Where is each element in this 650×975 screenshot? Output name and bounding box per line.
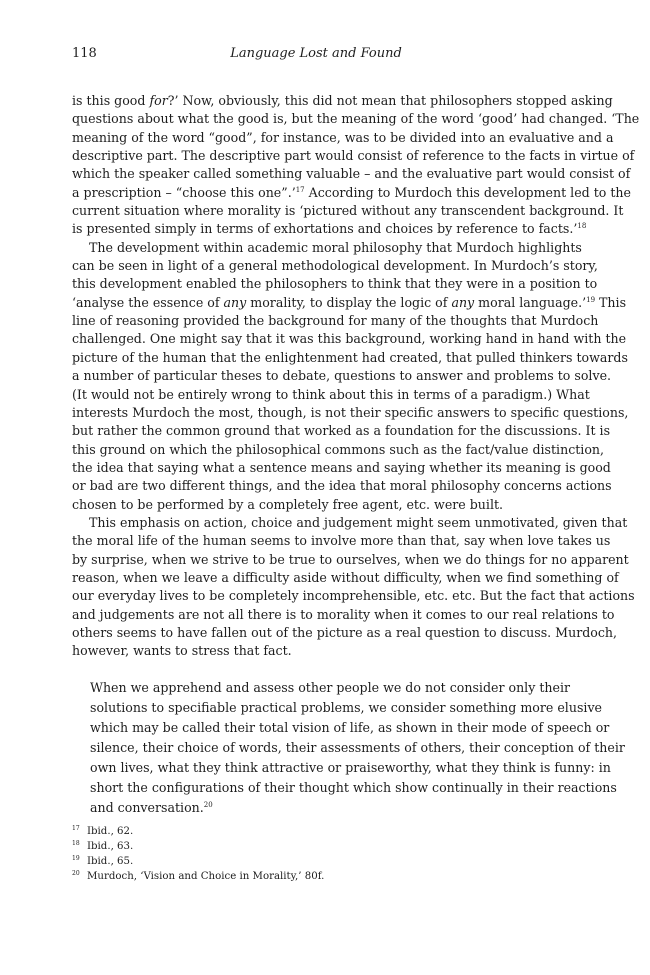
text-run: which may be called their total vision of life, as shown in their mode of speech or <box>90 719 610 735</box>
text-line <box>72 569 619 587</box>
text-run: picture of the human that the enlightenment had created, that pulled thinkers towards <box>72 349 628 365</box>
paragraph <box>72 514 635 661</box>
emphasis: any <box>223 294 247 310</box>
footnote-number: 19 <box>72 855 80 862</box>
page-number: 118 <box>72 46 97 61</box>
footnote-number: 20 <box>72 870 80 877</box>
text-line <box>72 514 628 532</box>
text-line <box>72 606 615 624</box>
text-line <box>90 678 571 698</box>
text-line <box>72 184 631 202</box>
paragraphs <box>72 92 640 661</box>
footnote-ref: 17 <box>295 185 305 194</box>
text-run: silence, their choice of words, their assessments of others, their conception of their <box>90 739 625 755</box>
text-line <box>72 459 611 477</box>
text-run: (It would not be entirely wrong to think about this in terms of a paradigm.) What <box>72 386 590 402</box>
text-run: however, wants to stress that fact. <box>72 643 292 659</box>
text-line <box>72 220 587 238</box>
text-line <box>90 758 611 778</box>
text-run: This <box>595 294 627 310</box>
text-line <box>72 257 598 275</box>
text-run: which the speaker called something valuable – and the evaluative part would consist of <box>72 166 631 182</box>
text-line <box>72 92 613 110</box>
text-line <box>72 532 611 550</box>
footnote <box>72 839 560 854</box>
text-run: ‘analyse the essence of <box>72 294 224 310</box>
text-line <box>72 294 627 312</box>
text-line <box>72 551 629 569</box>
text-run: is presented simply in terms of exhortations and choices by reference to facts.’ <box>72 221 578 237</box>
text-run: current situation where morality is ‘pictured without any transcendent background. It <box>72 203 624 219</box>
running-header <box>72 46 560 66</box>
emphasis: for <box>149 93 168 108</box>
text-line <box>90 798 538 818</box>
text-line <box>90 698 603 718</box>
paragraph <box>72 92 640 239</box>
text-run: interests Murdoch the most, though, is not their specific answers to specific questions, <box>72 404 629 420</box>
paragraph <box>72 239 629 514</box>
footnote <box>72 869 560 884</box>
text-run: questions about what the good is, but the meaning of the word ‘good’ had changed. ‘The <box>72 111 640 127</box>
text-run: or bad are two different things, and the idea that moral philosophy concerns actions <box>72 478 612 494</box>
text-run: short the configurations of their thought which show continually in their reactions <box>90 779 617 795</box>
text-run: a number of particular theses to debate, questions to answer and problems to solve. <box>72 368 612 384</box>
running-title: Language Lost and Found <box>230 46 402 61</box>
text-line <box>72 110 640 128</box>
text-run: According to Murdoch this development led to the <box>304 184 631 200</box>
text-line <box>72 441 605 459</box>
footnote-number: 18 <box>72 840 80 847</box>
footnote-text: Ibid., 65. <box>87 856 134 867</box>
text-line <box>72 404 629 422</box>
text-run: this ground on which the philosophical commons such as the fact/value distinction, <box>72 441 605 457</box>
text-line <box>72 129 614 147</box>
text-line <box>72 312 599 330</box>
footnote <box>72 824 560 839</box>
text-line <box>90 738 625 758</box>
text-line <box>72 386 590 404</box>
text-run: the idea that saying what a sentence means and saying whether its meaning is good <box>72 459 611 475</box>
body-text <box>72 92 640 818</box>
text-run: a prescription – “choose this one”.’ <box>72 184 296 200</box>
text-run: by surprise, when we strive to be true to ourselves, when we do things for no apparent <box>72 551 629 567</box>
text-run: reason, when we leave a difficulty aside without difficulty, when we find something of <box>72 569 619 585</box>
text-run: solutions to specifiable practical problems, we consider something more elusive <box>90 699 603 715</box>
text-line <box>72 367 612 385</box>
text-line <box>90 778 617 798</box>
text-run: others seems to have fallen out of the picture as a real question to discuss. Murdoch, <box>72 624 618 640</box>
footnote-text: Ibid., 62. <box>87 826 134 837</box>
text-line <box>72 477 612 495</box>
footnote-ref: 18 <box>577 222 587 231</box>
text-line <box>72 165 631 183</box>
text-run: is this good <box>72 93 150 108</box>
text-run: but rather the common ground that worked as a foundation for the discussions. It is <box>72 423 611 439</box>
text-run: When we apprehend and assess other people we do not consider only their <box>90 679 571 695</box>
text-run: meaning of the word “good”, for instance, was to be divided into an evaluative and a <box>72 129 614 145</box>
text-line <box>72 587 635 605</box>
text-run: and conversation. <box>90 799 204 815</box>
text-line <box>72 349 628 367</box>
footnote-ref: 20 <box>203 800 213 809</box>
footnote-text: Murdoch, ‘Vision and Choice in Morality,’ 80f. <box>87 871 325 882</box>
text-line <box>72 147 635 165</box>
text-line <box>72 275 598 293</box>
text-line <box>72 239 582 257</box>
footnotes <box>72 824 560 884</box>
footnote-ref: 19 <box>586 295 596 304</box>
text-run: this development enabled the philosophers to think that they were in a position to <box>72 276 598 292</box>
text-run: line of reasoning provided the background for many of the thoughts that Murdoch <box>72 313 599 329</box>
text-run: and judgements are not all there is to morality when it comes to our real relations to <box>72 606 615 622</box>
block-quote <box>72 678 625 818</box>
text-run: morality, to display the logic of <box>246 294 452 310</box>
text-run: The development within academic moral philosophy that Murdoch highlights <box>89 239 582 255</box>
text-run: ?’ Now, obviously, this did not mean that philosophers stopped asking <box>167 93 613 108</box>
text-run: our everyday lives to be completely incomprehensible, etc. etc. But the fact that actions <box>72 588 635 604</box>
footnote-text: Ibid., 63. <box>87 841 134 852</box>
text-run: challenged. One might say that it was this background, working hand in hand with the <box>72 331 627 347</box>
text-run: moral language.’ <box>474 294 587 310</box>
text-run: This emphasis on action, choice and judgement might seem unmotivated, given that <box>89 514 628 530</box>
footnote-number: 17 <box>72 825 80 832</box>
text-line <box>72 624 618 642</box>
text-line <box>72 330 627 348</box>
text-run: own lives, what they think attractive or praiseworthy, what they think is funny: in <box>90 759 611 775</box>
text-run: the moral life of the human seems to involve more than that, say when love takes us <box>72 533 611 549</box>
emphasis: any <box>451 294 475 310</box>
footnote <box>72 854 560 869</box>
text-run: can be seen in light of a general methodological development. In Murdoch’s story, <box>72 258 598 274</box>
text-run: chosen to be performed by a completely free agent, etc. were built. <box>72 496 504 512</box>
text-line <box>90 718 610 738</box>
text-line <box>72 496 560 514</box>
text-run: descriptive part. The descriptive part would consist of reference to the facts in virtue of <box>72 148 635 164</box>
text-line <box>72 642 560 660</box>
text-line <box>72 422 611 440</box>
text-line <box>72 202 624 220</box>
